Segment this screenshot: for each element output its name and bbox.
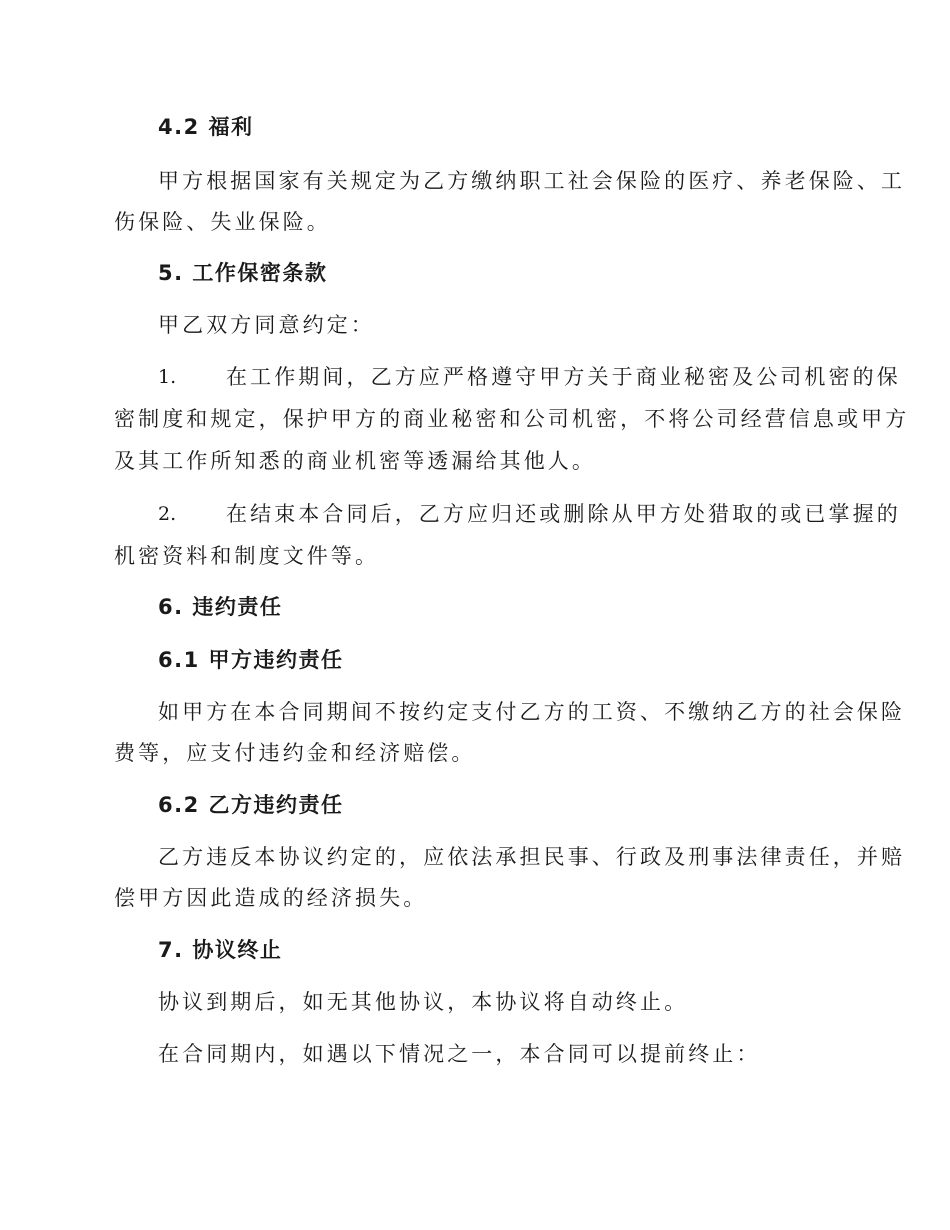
paragraph-line: 在合同期内，如遇以下情况之一，本合同可以提前终止：	[158, 1042, 761, 1066]
paragraph-line: 费等，应支付违约金和经济赔偿。	[114, 741, 476, 765]
list-item-number: 1.	[158, 366, 177, 388]
paragraph-line: 甲乙双方同意约定：	[158, 313, 375, 337]
paragraph-line: 伤保险、失业保险。	[114, 210, 331, 234]
section-heading-6: 6. 违约责任	[158, 595, 283, 619]
paragraph-line: 乙方违反本协议约定的，应依法承担民事、行政及刑事法律责任，并赔	[158, 845, 906, 869]
section-heading-5: 5. 工作保密条款	[158, 261, 328, 285]
paragraph-line: 如甲方在本合同期间不按约定支付乙方的工资、不缴纳乙方的社会保险	[158, 700, 906, 724]
list-item-line: 在工作期间，乙方应严格遵守甲方关于商业秘密及公司机密的保	[226, 365, 901, 389]
section-heading-4-2: 4.2 福利	[158, 115, 254, 139]
list-item-number: 2.	[158, 503, 177, 525]
list-item-line: 在结束本合同后，乙方应归还或删除从甲方处猎取的或已掌握的	[226, 502, 901, 526]
section-heading-7: 7. 协议终止	[158, 938, 283, 962]
paragraph-line: 甲方根据国家有关规定为乙方缴纳职工社会保险的医疗、养老保险、工	[158, 169, 906, 193]
section-heading-6-2: 6.2 乙方违约责任	[158, 793, 344, 817]
list-item-line: 密制度和规定，保护甲方的商业秘密和公司机密，不将公司经营信息或甲方	[114, 407, 910, 431]
paragraph-line: 协议到期后，如无其他协议，本协议将自动终止。	[158, 990, 689, 1014]
paragraph-line: 偿甲方因此造成的经济损失。	[114, 886, 428, 910]
list-item-line: 机密资料和制度文件等。	[114, 544, 380, 568]
section-heading-6-1: 6.1 甲方违约责任	[158, 648, 344, 672]
list-item-line: 及其工作所知悉的商业机密等透漏给其他人。	[114, 449, 596, 473]
